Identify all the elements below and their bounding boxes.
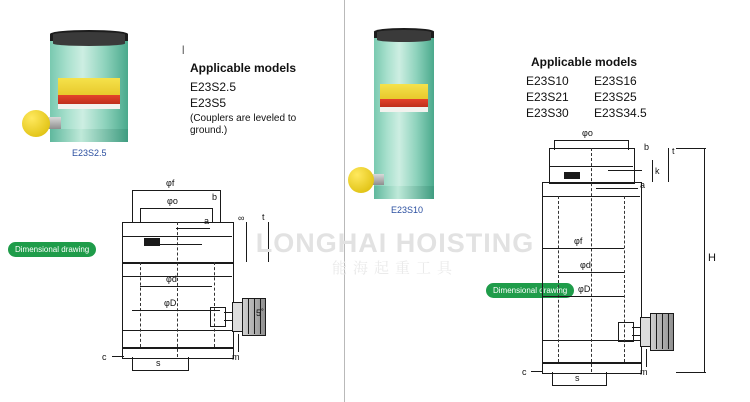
leader-c-right bbox=[531, 371, 543, 372]
dim-line bbox=[558, 272, 624, 273]
leader-a-right bbox=[596, 188, 638, 189]
dim-ext-total-height bbox=[704, 148, 705, 372]
leader-m bbox=[238, 334, 239, 352]
dim-ext bbox=[132, 357, 133, 371]
dim-ext bbox=[676, 148, 706, 149]
left-panel bbox=[0, 0, 344, 402]
drawing-centerline bbox=[177, 222, 178, 357]
drawing-base-left bbox=[122, 347, 234, 359]
dim-infinity: ∞ bbox=[238, 213, 245, 223]
dim-k: k bbox=[655, 166, 660, 176]
dim-line bbox=[552, 385, 606, 386]
leader-b bbox=[176, 228, 210, 229]
dim-m-right: m bbox=[640, 367, 648, 377]
dim-s: s bbox=[156, 358, 161, 368]
dim-t-right: t bbox=[672, 146, 675, 156]
leader-b-right bbox=[608, 170, 642, 171]
dim-ext bbox=[552, 372, 553, 386]
leader-a bbox=[160, 244, 202, 245]
photo-caption-right: E23S10 bbox=[391, 205, 424, 215]
model-left-1: E23S5 bbox=[190, 96, 227, 110]
dim-t: t bbox=[262, 212, 265, 222]
dim-phi-D: φD bbox=[164, 298, 177, 308]
dim-line bbox=[132, 370, 188, 371]
dim-line bbox=[542, 248, 624, 249]
dim-phi-f: φf bbox=[166, 178, 175, 188]
dim-s-right: s bbox=[575, 373, 580, 383]
right-panel bbox=[346, 0, 750, 402]
dim-ext bbox=[212, 208, 213, 222]
dim-ext bbox=[676, 372, 706, 373]
badge-dimensional-drawing-right: Dimensional drawing bbox=[486, 283, 574, 298]
dim-phi-o: φo bbox=[167, 196, 178, 206]
model-left-0: E23S2.5 bbox=[190, 80, 237, 94]
dim-phi-f-right: φf bbox=[574, 236, 583, 246]
dim-ext bbox=[668, 148, 669, 182]
leader-c bbox=[112, 356, 124, 357]
dim-line bbox=[542, 296, 624, 297]
watermark-sub: 能海起重工具 bbox=[331, 260, 458, 277]
dim-a: a bbox=[204, 216, 210, 226]
dim-H: H bbox=[708, 252, 716, 264]
drawing-port-left bbox=[144, 238, 160, 246]
coupler-note: (Couplers are leveled to ground.) bbox=[190, 113, 297, 136]
dim-phi-d: φd bbox=[166, 274, 177, 284]
tick-mark-left: | bbox=[182, 44, 185, 54]
dim-ext bbox=[188, 357, 189, 371]
dim-ext bbox=[554, 140, 555, 150]
model-right-5: E23S34.5 bbox=[594, 106, 647, 120]
dim-b: b bbox=[212, 192, 218, 202]
model-right-2: E23S21 bbox=[526, 90, 569, 104]
dim-phi-d-right: φd bbox=[580, 260, 591, 270]
applicable-models-title-left: Applicable models bbox=[190, 61, 297, 75]
applicable-models-title-right: Applicable models bbox=[531, 55, 638, 69]
model-right-4: E23S30 bbox=[526, 106, 569, 120]
dim-ext bbox=[132, 190, 133, 222]
drawing-port-right bbox=[564, 172, 580, 179]
dim-c-right: c bbox=[522, 367, 527, 377]
dim-ext bbox=[220, 190, 221, 222]
leader-m-right bbox=[646, 349, 647, 367]
badge-dimensional-drawing-left: Dimensional drawing bbox=[8, 242, 96, 257]
drawing-inner-line bbox=[558, 196, 559, 362]
dim-ext bbox=[140, 208, 141, 222]
panel-divider bbox=[344, 0, 345, 402]
dim-b-right: b bbox=[644, 142, 650, 152]
dim-ext bbox=[268, 222, 269, 262]
dim-ext bbox=[606, 372, 607, 386]
dim-line bbox=[140, 208, 212, 209]
dim-phi-D-right: φD bbox=[578, 284, 591, 294]
model-right-1: E23S16 bbox=[594, 74, 637, 88]
dim-line bbox=[132, 190, 220, 191]
model-right-3: E23S25 bbox=[594, 90, 637, 104]
model-right-0: E23S10 bbox=[526, 74, 569, 88]
dim-phi-o-right: φo bbox=[582, 128, 593, 138]
dim-ext bbox=[542, 220, 543, 250]
dim-line bbox=[140, 286, 212, 287]
dim-c: c bbox=[102, 352, 107, 362]
dim-m: m bbox=[232, 352, 240, 362]
drawing-centerline bbox=[591, 148, 592, 372]
dim-ext bbox=[628, 140, 629, 150]
drawing-inner-line bbox=[214, 262, 215, 347]
dim-ext bbox=[246, 222, 247, 262]
drawing-inner-line bbox=[140, 262, 141, 347]
dim-angle-5: 5˚ bbox=[256, 308, 265, 318]
photo-caption-left: E23S2.5 bbox=[72, 148, 107, 158]
dim-a-right: a bbox=[640, 180, 646, 190]
drawing-base-right bbox=[542, 362, 642, 374]
dim-line bbox=[554, 140, 628, 141]
watermark-main: LONGHAI HOISTING bbox=[255, 228, 535, 258]
dim-line bbox=[132, 310, 220, 311]
dim-ext bbox=[652, 160, 653, 182]
